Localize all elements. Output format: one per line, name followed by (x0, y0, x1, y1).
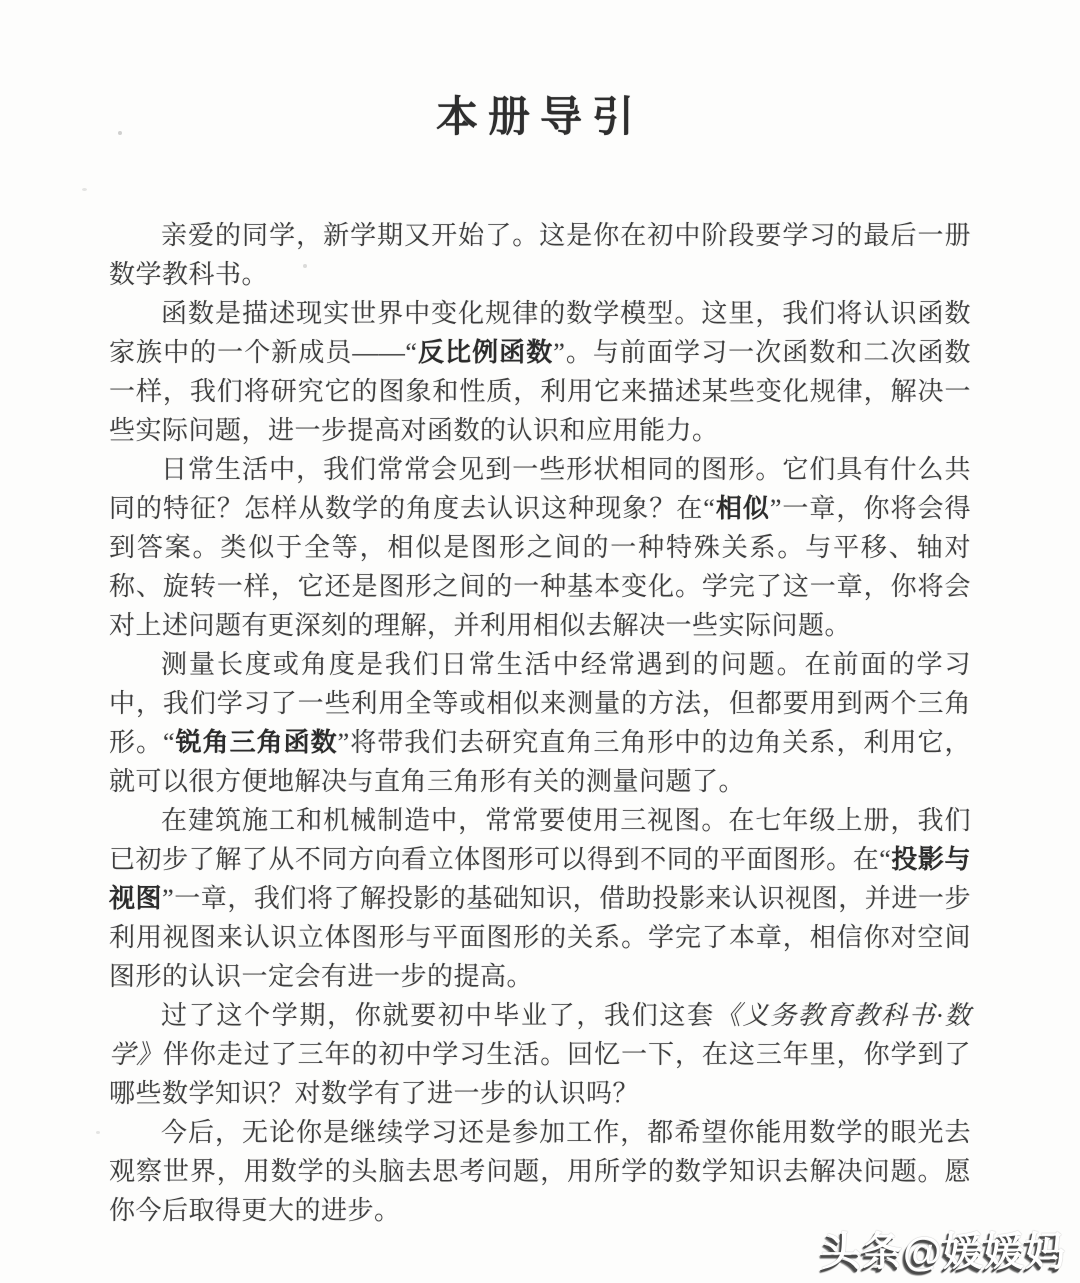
text-segment: 过了这个学期，你就要初中毕业了，我们这套 (161, 1001, 715, 1030)
paragraph (109, 294, 971, 450)
watermark-text: 头条@媛媛妈 (820, 1230, 1066, 1274)
paragraph (109, 450, 971, 645)
text-segment: ”将带我们去研究直角三角形中的边角关系，利用它，就可以很方便地解决与直角三角形有关的测量问题了。 (109, 728, 971, 796)
scan-speckle (303, 264, 307, 268)
text-segment: ”一章，你将会得到答案。类似于全等，相似是图形之间的一种特殊关系。与平移、轴对称、旋转一样，它还是图形之间的一种基本变化。学完了这一章，你将会对上述问题有更深刻的理解，并利用相似去解决一些实际问题。 (109, 494, 971, 640)
paragraph (109, 1113, 971, 1230)
paragraph (109, 645, 971, 801)
text-segment: 测量长度或角度是我们日常生活中经常遇到的问题。在前面的学习中，我们学习了一些利用全等或相似来测量的方法，但都要用到两个三角形。“ (109, 650, 971, 757)
text-segment: 亲爱的同学，新学期又开始了。这是你在初中阶段要学习的最后一册数学教科书。 (109, 221, 971, 289)
text-segment: 反比例函数 (417, 338, 554, 367)
scan-speckle (82, 188, 87, 191)
page-title: 本册导引 (435, 95, 644, 141)
text-segment: 函数是描述现实世界中变化规律的数学模型。这里，我们将认识函数家族中的一个新成员——“ (109, 299, 971, 367)
text-segment: 锐角三角函数 (175, 728, 338, 757)
text-segment: 投影与视图 (109, 845, 971, 913)
scan-speckle (873, 463, 876, 466)
text-segment: 《义务教育教科书·数学》 (109, 1001, 971, 1069)
text-segment: 相似 (715, 494, 770, 523)
text-segment: ”。与前面学习一次函数和二次函数一样，我们将研究它的图象和性质，利用它来描述某些变化规律，解决一些实际问题，进一步提高对函数的认识和应用能力。 (109, 338, 971, 445)
page-body (109, 216, 971, 1230)
text-segment: 在建筑施工和机械制造中，常常要使用三视图。在七年级上册，我们已初步了解了从不同方向看立体图形可以得到不同的平面图形。在“ (109, 806, 971, 874)
text-segment: ”一章，我们将了解投影的基础知识，借助投影来认识视图，并进一步利用视图来认识立体图形与平面图形的关系。学完了本章，相信你对空间图形的认识一定会有进一步的提高。 (109, 884, 971, 991)
text-segment: 伴你走过了三年的初中学习生活。回忆一下，在这三年里，你学到了哪些数学知识？对数学有了进一步的认识吗？ (109, 1040, 971, 1108)
text-segment: 日常生活中，我们常常会见到一些形状相同的图形。它们具有什么共同的特征？怎样从数学的角度去认识这种现象？在“ (109, 455, 971, 523)
scan-speckle (118, 131, 122, 135)
paragraph (109, 216, 971, 294)
scan-speckle (96, 1131, 100, 1134)
text-segment: 今后，无论你是继续学习还是参加工作，都希望你能用数学的眼光去观察世界，用数学的头脑去思考问题，用所学的数学知识去解决问题。愿你今后取得更大的进步。 (109, 1118, 971, 1225)
paragraph (109, 801, 971, 996)
paragraph (109, 996, 971, 1113)
